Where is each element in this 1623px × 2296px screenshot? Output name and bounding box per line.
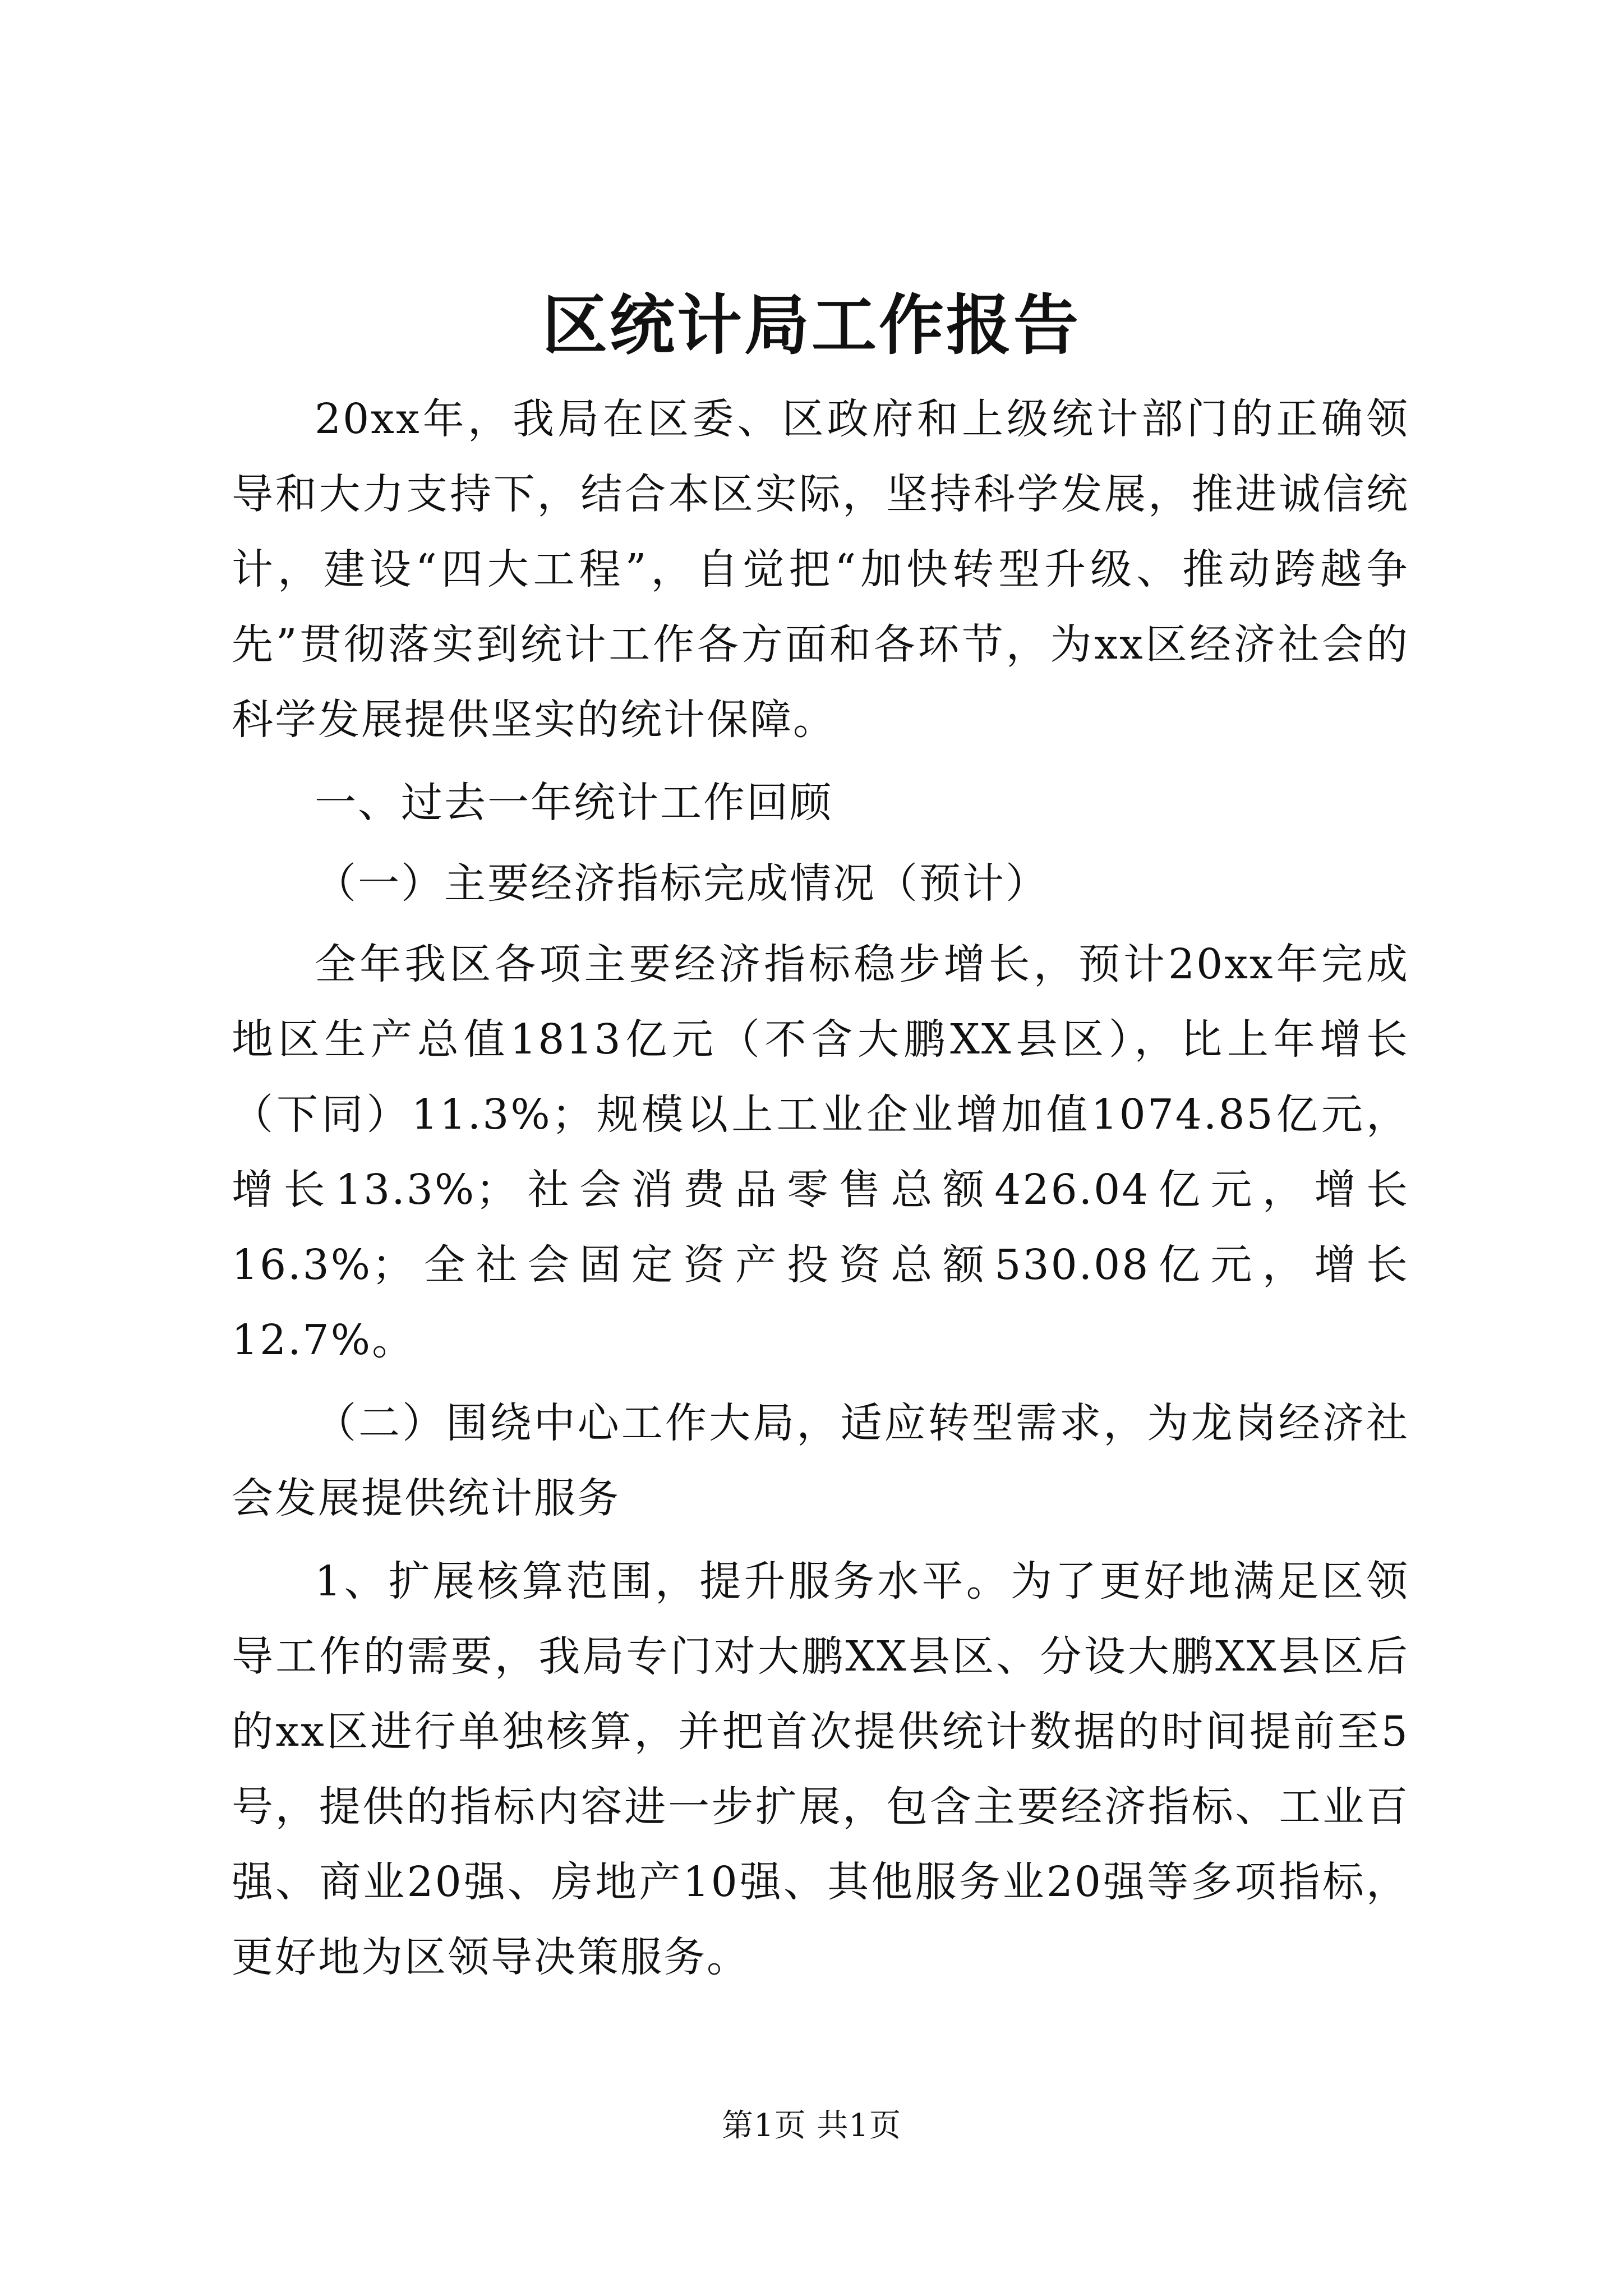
service-paragraph: 1、扩展核算范围，提升服务水平。为了更好地满足区领导工作的需要，我局专门对大鹏XX县区、分设大鹏XX县区后的xx区进行单独核算，并把首次提供统计数据的时间提前至5号，提供的指标内容进一步扩展，包含主要经济指标、工业百强、商业20强、房地产10强、其他服务业20强等多项指标，更好地为区领导决策服务。 [232,1557,1409,1981]
intro-paragraph: 20xx年，我局在区委、区政府和上级统计部门的正确领导和大力支持下，结合本区实际，坚持科学发展，推进诚信统计，建设“四大工程”，自觉把“加快转型升级、推动跨越争先”贯彻落实到统计工作各方面和各环节，为xx区经济社会的科学发展提供坚实的统计保障。 [232,395,1409,744]
subsection-heading: （一）主要经济指标完成情况（预计） [315,859,1049,908]
indicators-paragraph: 全年我区各项主要经济指标稳步增长，预计20xx年完成地区生产总值1813亿元（不含大鹏XX县区），比上年增长（下同）11.3%；规模以上工业企业增加值1074.85亿元，增长13.3%；社会消费品零售总额426.04亿元，增长16.3%；全社会固定资产投资总额530.08亿元，增长12.7%。 [232,940,1409,1364]
document-title: 区统计局工作报告 [542,287,1081,364]
subsection-heading: （二）围绕中心工作大局，适应转型需求，为龙岗经济社会发展提供统计服务 [232,1399,1409,1522]
page-number-footer: 第1页 共1页 [721,2108,902,2144]
document-body [232,381,1409,1995]
section-heading: 一、过去一年统计工作回顾 [315,779,833,827]
